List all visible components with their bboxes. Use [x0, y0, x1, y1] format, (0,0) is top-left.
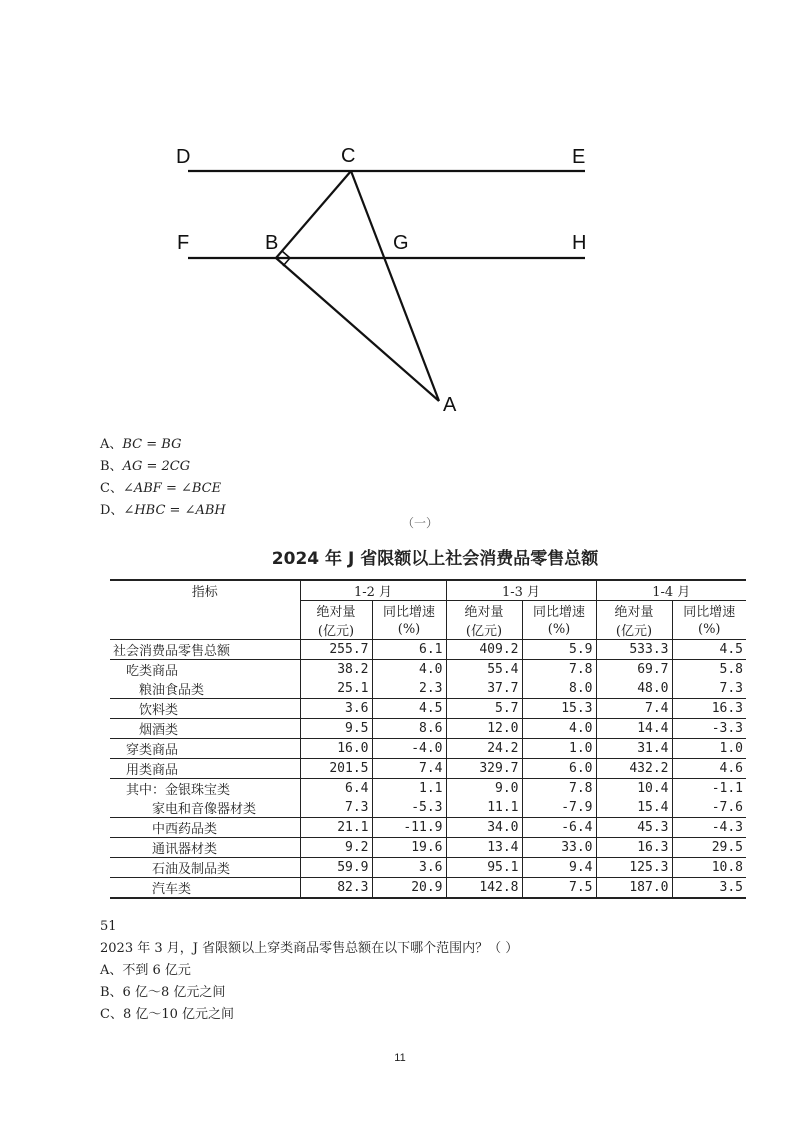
- segment-ca: [351, 171, 439, 401]
- cell-abs: 13.4: [446, 838, 522, 858]
- point-label-h: H: [572, 232, 587, 254]
- cell-rate: 7.8: [522, 660, 596, 680]
- point-label-e: E: [572, 146, 586, 168]
- cell-abs: 16.3: [596, 838, 672, 858]
- cell-abs: 533.3: [596, 640, 672, 660]
- col-unit-abs: (亿元): [596, 620, 672, 640]
- cell-abs: 9.0: [446, 779, 522, 799]
- point-label-b: B: [265, 232, 279, 254]
- cell-abs: 432.2: [596, 759, 672, 779]
- table-row: [110, 798, 746, 818]
- cell-rate: 4.6: [719, 761, 743, 776]
- index-header: 指标: [110, 580, 300, 640]
- cell-abs: 34.0: [446, 818, 522, 838]
- row-label: 通讯器材类: [110, 838, 300, 858]
- cell-abs: 16.0: [300, 739, 372, 759]
- point-label-a: A: [443, 394, 457, 416]
- option-d[interactable]: D、∠HBC = ∠ABH: [100, 503, 226, 518]
- cell-rate: 4.0: [522, 719, 596, 739]
- table-row: [110, 660, 746, 680]
- cell-rate: 3.6: [372, 858, 446, 878]
- cell-abs: 95.1: [446, 858, 522, 878]
- cell-abs: 9.2: [300, 838, 372, 858]
- cell-abs: 55.4: [446, 660, 522, 680]
- cell-rate: 16.3: [711, 701, 743, 716]
- cell-rate: 8.6: [372, 719, 446, 739]
- header-row-periods: [110, 580, 746, 601]
- cell-abs: 255.7: [300, 640, 372, 660]
- cell-rate: 6.1: [372, 640, 446, 660]
- col-unit-rate: (%): [698, 622, 721, 637]
- cell-abs: 9.5: [300, 719, 372, 739]
- page-number: 11: [394, 1052, 406, 1064]
- cell-abs: 329.7: [446, 759, 522, 779]
- period-header: 1-4 月: [596, 580, 746, 601]
- cell-abs: 142.8: [446, 878, 522, 899]
- cell-abs: 38.2: [300, 660, 372, 680]
- geometry-figure: [0, 0, 800, 420]
- cell-rate: -7.9: [522, 798, 596, 818]
- cell-rate: -4.3: [711, 820, 743, 835]
- cell-rate: 3.5: [719, 880, 743, 895]
- cell-abs: 6.4: [300, 779, 372, 799]
- col-header-abs: 绝对量: [300, 601, 372, 621]
- col-header-abs: 绝对量: [596, 601, 672, 621]
- row-label: 汽车类: [110, 878, 300, 899]
- point-label-c: C: [341, 145, 356, 167]
- segment-ba: [276, 258, 439, 401]
- cell-rate: 15.3: [522, 699, 596, 719]
- period-header: 1-2 月: [300, 580, 446, 601]
- cell-rate: 4.0: [372, 660, 446, 680]
- retail-sales-table: [110, 579, 746, 899]
- row-label: 其中：金银珠宝类: [110, 779, 300, 799]
- cell-abs: 187.0: [596, 878, 672, 899]
- cell-rate: -6.4: [522, 818, 596, 838]
- point-label-f: F: [177, 232, 190, 254]
- cell-rate: 7.5: [522, 878, 596, 899]
- cell-abs: 37.7: [446, 679, 522, 699]
- table-row: [110, 759, 746, 779]
- cell-abs: 11.1: [446, 798, 522, 818]
- cell-rate: 7.8: [522, 779, 596, 799]
- cell-rate: 10.8: [711, 860, 743, 875]
- cell-rate: 1.1: [372, 779, 446, 799]
- cell-abs: 21.1: [300, 818, 372, 838]
- option-b[interactable]: B、AG = 2CG: [100, 459, 191, 474]
- cell-rate: -3.3: [711, 721, 743, 736]
- cell-abs: 31.4: [596, 739, 672, 759]
- col-header-abs: 绝对量: [446, 601, 522, 621]
- row-label: 吃类商品: [110, 660, 300, 680]
- cell-abs: 201.5: [300, 759, 372, 779]
- cell-abs: 15.4: [596, 798, 672, 818]
- col-unit-abs: (亿元): [446, 620, 522, 640]
- cell-abs: 7.3: [300, 798, 372, 818]
- table-row: [110, 878, 746, 899]
- cell-abs: 409.2: [446, 640, 522, 660]
- choice-b[interactable]: B、6 亿～8 亿元之间: [100, 985, 226, 1000]
- row-label: 用类商品: [110, 759, 300, 779]
- col-unit-abs: (亿元): [300, 620, 372, 640]
- cell-rate: -7.6: [711, 800, 743, 815]
- cell-rate: 7.4: [372, 759, 446, 779]
- row-label: 社会消费品零售总额: [110, 640, 300, 660]
- table-row: [110, 699, 746, 719]
- question-block: [100, 916, 518, 1026]
- col-unit-rate: (%): [372, 620, 446, 640]
- cell-rate: 6.0: [522, 759, 596, 779]
- figure-caption: （一）: [401, 516, 438, 530]
- cell-rate: 33.0: [522, 838, 596, 858]
- cell-abs: 12.0: [446, 719, 522, 739]
- col-header-rate: 同比增速: [372, 601, 446, 621]
- cell-rate: -5.3: [372, 798, 446, 818]
- table-title: 2024 年 J 省限额以上社会消费品零售总额: [271, 549, 599, 569]
- answer-options: [100, 434, 226, 522]
- choice-a[interactable]: A、不到 6 亿元: [100, 963, 191, 978]
- cell-rate: 4.5: [372, 699, 446, 719]
- cell-rate: 2.3: [372, 679, 446, 699]
- cell-abs: 7.4: [596, 699, 672, 719]
- cell-rate: 4.5: [719, 642, 743, 657]
- table-row: [110, 818, 746, 838]
- cell-abs: 82.3: [300, 878, 372, 899]
- option-c[interactable]: C、∠ABF = ∠BCE: [100, 481, 222, 496]
- row-label: 饮料类: [110, 699, 300, 719]
- choice-c[interactable]: C、8 亿～10 亿元之间: [100, 1007, 235, 1022]
- cell-rate: 5.9: [522, 640, 596, 660]
- cell-rate: 29.5: [711, 840, 743, 855]
- table-row: [110, 679, 746, 699]
- cell-rate: 1.0: [719, 741, 743, 756]
- point-label-g: G: [393, 232, 409, 254]
- cell-rate: 9.4: [522, 858, 596, 878]
- table-row: [110, 739, 746, 759]
- col-header-rate: 同比增速: [522, 601, 596, 621]
- col-unit-rate: (%): [522, 620, 596, 640]
- cell-rate: -1.1: [711, 781, 743, 796]
- cell-abs: 45.3: [596, 818, 672, 838]
- table-row: [110, 858, 746, 878]
- question-text: 2023 年 3 月，J 省限额以上穿类商品零售总额在以下哪个范围内？（ ）: [100, 941, 519, 956]
- cell-rate: -4.0: [372, 739, 446, 759]
- row-label: 粮油食品类: [110, 679, 300, 699]
- table-row: [110, 719, 746, 739]
- row-label: 烟酒类: [110, 719, 300, 739]
- cell-abs: 5.7: [446, 699, 522, 719]
- cell-rate: 19.6: [372, 838, 446, 858]
- cell-abs: 48.0: [596, 679, 672, 699]
- cell-rate: 7.3: [719, 681, 743, 696]
- cell-abs: 24.2: [446, 739, 522, 759]
- cell-abs: 59.9: [300, 858, 372, 878]
- cell-abs: 125.3: [596, 858, 672, 878]
- question-number: 51: [100, 919, 117, 934]
- row-label: 家电和音像器材类: [110, 798, 300, 818]
- point-label-d: D: [176, 146, 191, 168]
- cell-abs: 69.7: [596, 660, 672, 680]
- cell-abs: 25.1: [300, 679, 372, 699]
- segment-bc: [276, 171, 351, 258]
- cell-rate: 5.8: [719, 662, 743, 677]
- col-header-rate: 同比增速: [683, 605, 736, 620]
- row-label: 中西药品类: [110, 818, 300, 838]
- cell-rate: -11.9: [372, 818, 446, 838]
- option-a[interactable]: A、BC = BG: [100, 437, 182, 452]
- table-row: [110, 640, 746, 660]
- table-row: [110, 779, 746, 799]
- cell-rate: 1.0: [522, 739, 596, 759]
- row-label: 穿类商品: [110, 739, 300, 759]
- cell-abs: 3.6: [300, 699, 372, 719]
- cell-rate: 20.9: [372, 878, 446, 899]
- cell-rate: 8.0: [522, 679, 596, 699]
- table-body: [110, 640, 746, 899]
- cell-abs: 10.4: [596, 779, 672, 799]
- cell-abs: 14.4: [596, 719, 672, 739]
- table-row: [110, 838, 746, 858]
- row-label: 石油及制品类: [110, 858, 300, 878]
- period-header: 1-3 月: [446, 580, 596, 601]
